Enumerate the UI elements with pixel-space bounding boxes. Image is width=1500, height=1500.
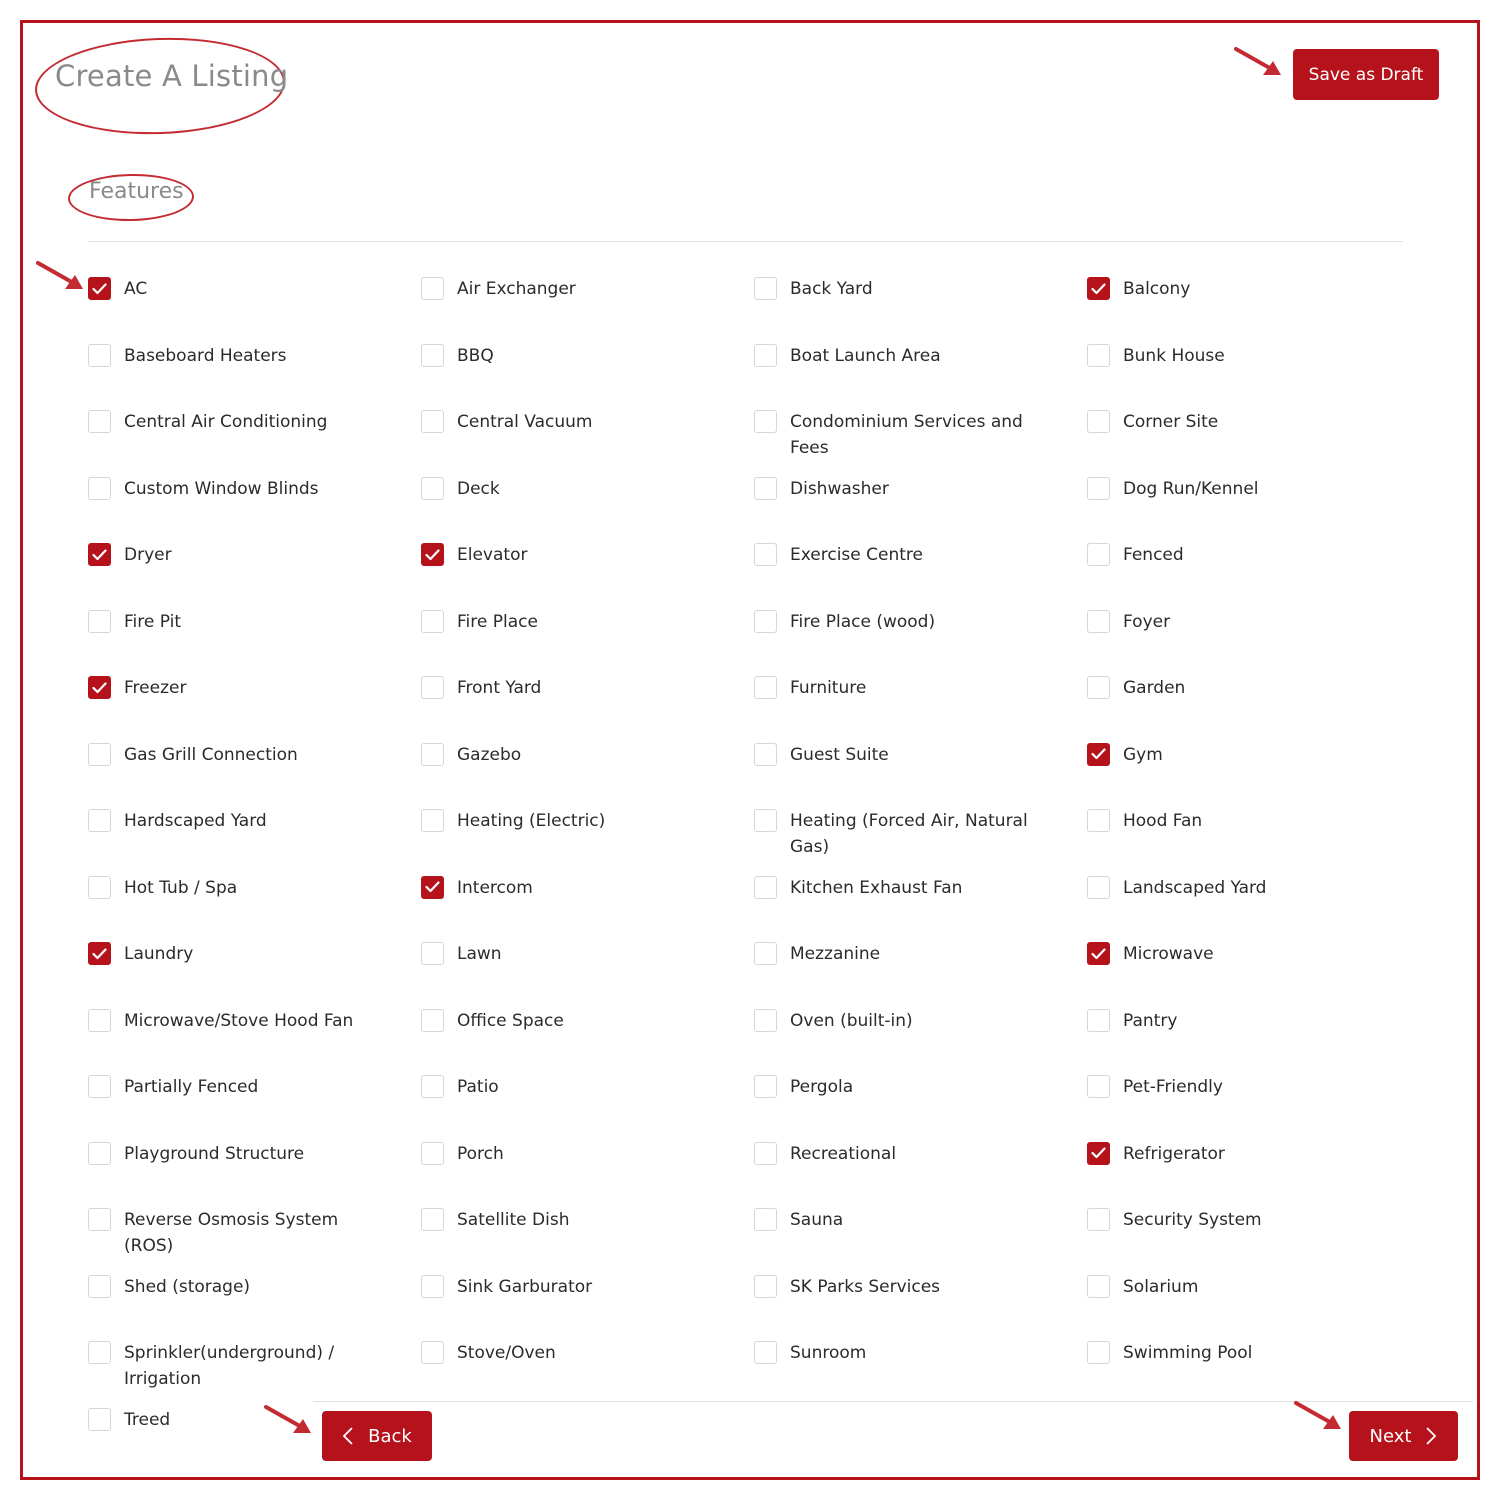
feature-label: Balcony [1123,279,1191,299]
feature-option-sk-parks-services[interactable] [754,1275,1087,1342]
checkbox-unchecked[interactable] [88,344,111,367]
feature-option-central-vacuum[interactable] [421,410,754,477]
checkbox-unchecked[interactable] [421,809,444,832]
feature-option-dishwasher[interactable] [754,477,1087,544]
checkbox-unchecked[interactable] [754,809,777,832]
feature-label: Air Exchanger [457,279,576,299]
checkmark-icon [1091,948,1106,960]
feature-label: Fire Place (wood) [790,611,936,632]
feature-label: Foyer [1123,611,1171,632]
feature-label: Pet-Friendly [1123,1077,1223,1097]
feature-option-landscaped-yard[interactable] [1087,876,1421,943]
checkbox-unchecked[interactable] [1087,1208,1110,1231]
checkbox-unchecked[interactable] [754,610,777,633]
checkbox-unchecked[interactable] [754,942,777,965]
feature-label: Elevator [457,545,528,565]
feature-option-partially-fenced[interactable] [88,1075,421,1142]
checkbox-annotation-arrow-icon [35,259,87,295]
feature-option-elevator[interactable] [421,543,754,610]
checkbox-unchecked[interactable] [88,809,111,832]
next-button-label: Next [1369,1425,1412,1447]
checkbox-unchecked[interactable] [88,610,111,633]
checkmark-icon [92,682,107,694]
feature-label: Dryer [124,545,172,565]
feature-label: Fire Place [457,611,538,632]
feature-label: Playground Structure [124,1143,305,1164]
feature-option-microwave-stove-hood-fan[interactable] [88,1009,421,1076]
checkbox-unchecked[interactable] [754,344,777,367]
back-button-label: Back [368,1425,412,1447]
feature-label: Sauna [790,1210,844,1230]
footer-divider [313,1401,1473,1402]
checkbox-checked[interactable] [88,277,111,300]
feature-option-intercom[interactable] [421,876,754,943]
feature-option-hot-tub-spa[interactable] [88,876,421,943]
checkbox-unchecked[interactable] [754,1009,777,1032]
chevron-right-icon [1425,1426,1437,1446]
feature-option-gazebo[interactable] [421,743,754,810]
feature-label: Sunroom [790,1343,867,1363]
checkmark-icon [425,881,440,893]
section-title-features: Features [89,179,184,204]
feature-option-oven-built-in[interactable] [754,1009,1087,1076]
checkbox-unchecked[interactable] [754,743,777,766]
feature-option-sunroom[interactable] [754,1341,1087,1408]
feature-option-gym[interactable] [1087,743,1421,810]
feature-label: Mezzanine [790,944,881,964]
feature-label: Central Air Conditioning [124,412,328,432]
feature-label: Custom Window Blinds [124,478,319,499]
feature-option-pantry[interactable] [1087,1009,1421,1076]
feature-option-bunk-house[interactable] [1087,344,1421,411]
checkbox-unchecked[interactable] [88,1075,111,1098]
feature-label: Reverse Osmosis System (ROS) [124,1210,339,1256]
section-divider [88,241,1403,242]
feature-label: Recreational [790,1143,897,1164]
feature-label: Patio [457,1077,499,1097]
feature-label: Heating (Forced Air, Natural Gas) [790,811,1028,857]
checkbox-unchecked[interactable] [754,410,777,433]
checkbox-checked[interactable] [421,543,444,566]
feature-label: Heating (Electric) [457,811,606,831]
checkbox-unchecked[interactable] [1087,1009,1110,1032]
checkbox-unchecked[interactable] [421,1009,444,1032]
feature-option-freezer[interactable] [88,676,421,743]
feature-option-stove-oven[interactable] [421,1341,754,1408]
checkbox-unchecked[interactable] [754,1142,777,1165]
feature-label: Hot Tub / Spa [124,877,238,898]
feature-label: Refrigerator [1123,1143,1225,1164]
feature-label: Sprinkler(underground) / Irrigation [124,1343,335,1389]
save-as-draft-button[interactable]: Save as Draft [1293,49,1439,100]
feature-label: Central Vacuum [457,412,593,432]
checkbox-unchecked[interactable] [1087,809,1110,832]
feature-option-boat-launch-area[interactable] [754,344,1087,411]
checkbox-checked[interactable] [421,876,444,899]
feature-option-fire-pit[interactable] [88,610,421,677]
feature-label: Kitchen Exhaust Fan [790,877,963,898]
feature-label: Office Space [457,1010,564,1031]
feature-option-office-space[interactable] [421,1009,754,1076]
feature-label: Furniture [790,678,867,698]
checkbox-unchecked[interactable] [1087,1275,1110,1298]
checkbox-checked[interactable] [1087,942,1110,965]
checkmark-icon [92,283,107,295]
checkmark-icon [1091,748,1106,760]
feature-option-dryer[interactable] [88,543,421,610]
checkbox-unchecked[interactable] [754,1341,777,1364]
feature-label: Exercise Centre [790,545,923,565]
checkbox-checked[interactable] [1087,277,1110,300]
feature-option-central-air-conditioning[interactable] [88,410,421,477]
feature-option-custom-window-blinds[interactable] [88,477,421,544]
features-checkbox-grid [88,277,1421,1474]
feature-label: Gym [1123,744,1163,765]
feature-option-foyer[interactable] [1087,610,1421,677]
feature-option-condominium-services-and-fees[interactable] [754,410,1087,477]
feature-option-exercise-centre[interactable] [754,543,1087,610]
feature-label: Sink Garburator [457,1276,593,1297]
checkbox-checked[interactable] [1087,1142,1110,1165]
feature-label: Stove/Oven [457,1343,556,1363]
checkbox-unchecked[interactable] [1087,344,1110,367]
feature-option-swimming-pool[interactable] [1087,1341,1421,1408]
feature-option-porch[interactable] [421,1142,754,1209]
feature-option-bbq[interactable] [421,344,754,411]
feature-option-solarium[interactable] [1087,1275,1421,1342]
feature-option-microwave[interactable] [1087,942,1421,1009]
feature-label: Guest Suite [790,744,889,765]
feature-option-shed-storage[interactable] [88,1275,421,1342]
feature-option-furniture[interactable] [754,676,1087,743]
feature-label: Boat Launch Area [790,345,941,366]
checkbox-unchecked[interactable] [421,477,444,500]
checkbox-unchecked[interactable] [754,676,777,699]
checkbox-unchecked[interactable] [88,410,111,433]
feature-option-playground-structure[interactable] [88,1142,421,1209]
feature-option-sprinkler-underground-irrigation[interactable] [88,1341,421,1408]
checkbox-checked[interactable] [1087,743,1110,766]
checkbox-unchecked[interactable] [754,1075,777,1098]
feature-label: Swimming Pool [1123,1343,1253,1363]
feature-option-corner-site[interactable] [1087,410,1421,477]
checkbox-unchecked[interactable] [754,477,777,500]
checkbox-checked[interactable] [88,543,111,566]
feature-label: Front Yard [457,678,542,698]
feature-option-security-system[interactable] [1087,1208,1421,1275]
feature-label: Gazebo [457,744,522,765]
checkbox-unchecked[interactable] [421,942,444,965]
checkbox-unchecked[interactable] [421,676,444,699]
feature-label: Partially Fenced [124,1077,259,1097]
feature-label: Pantry [1123,1010,1178,1031]
back-button[interactable] [322,1411,432,1461]
checkmark-icon [1091,283,1106,295]
checkbox-unchecked[interactable] [754,1275,777,1298]
feature-label: Back Yard [790,279,873,299]
feature-option-reverse-osmosis-system-ros[interactable] [88,1208,421,1275]
page-title: Create A Listing [55,59,289,93]
feature-option-dog-run-kennel[interactable] [1087,477,1421,544]
feature-label: Intercom [457,877,533,898]
feature-option-satellite-dish[interactable] [421,1208,754,1275]
checkbox-unchecked[interactable] [1087,610,1110,633]
checkbox-unchecked[interactable] [421,743,444,766]
feature-label: Pergola [790,1077,854,1097]
feature-option-hardscaped-yard[interactable] [88,809,421,876]
feature-option-back-yard[interactable] [754,277,1087,344]
feature-label: Bunk House [1123,345,1225,366]
checkbox-unchecked[interactable] [88,743,111,766]
feature-label: SK Parks Services [790,1276,941,1297]
checkbox-unchecked[interactable] [88,1142,111,1165]
feature-option-refrigerator[interactable] [1087,1142,1421,1209]
feature-option-front-yard[interactable] [421,676,754,743]
checkbox-unchecked[interactable] [88,477,111,500]
feature-option-air-exchanger[interactable] [421,277,754,344]
feature-option-heating-electric[interactable] [421,809,754,876]
feature-label: Dog Run/Kennel [1123,478,1259,499]
checkbox-unchecked[interactable] [754,876,777,899]
feature-option-hood-fan[interactable] [1087,809,1421,876]
checkmark-icon [92,948,107,960]
feature-label: Porch [457,1143,504,1164]
checkbox-unchecked[interactable] [421,610,444,633]
feature-label: Treed [124,1409,171,1430]
feature-option-guest-suite[interactable] [754,743,1087,810]
feature-option-kitchen-exhaust-fan[interactable] [754,876,1087,943]
checkbox-unchecked[interactable] [88,1208,111,1231]
checkbox-unchecked[interactable] [421,1075,444,1098]
listing-form-frame [20,20,1480,1480]
feature-option-sauna[interactable] [754,1208,1087,1275]
checkbox-unchecked[interactable] [1087,676,1110,699]
feature-label: Dishwasher [790,478,889,499]
feature-option-mezzanine[interactable] [754,942,1087,1009]
checkbox-unchecked[interactable] [1087,410,1110,433]
feature-label: Fire Pit [124,611,182,632]
checkmark-icon [92,549,107,561]
checkbox-unchecked[interactable] [88,1341,111,1364]
checkbox-unchecked[interactable] [88,1408,111,1431]
checkbox-unchecked[interactable] [1087,543,1110,566]
feature-label: Microwave/Stove Hood Fan [124,1010,354,1031]
checkbox-unchecked[interactable] [1087,1075,1110,1098]
save-draft-annotation-arrow-icon [1233,45,1285,81]
feature-option-balcony[interactable] [1087,277,1421,344]
checkbox-unchecked[interactable] [421,1208,444,1231]
feature-option-pergola[interactable] [754,1075,1087,1142]
feature-label: Satellite Dish [457,1210,570,1230]
chevron-left-icon [342,1426,354,1446]
feature-option-sink-garburator[interactable] [421,1275,754,1342]
checkbox-unchecked[interactable] [421,1142,444,1165]
feature-option-ac[interactable] [88,277,421,344]
checkbox-unchecked[interactable] [1087,1341,1110,1364]
checkbox-unchecked[interactable] [88,1009,111,1032]
checkbox-checked[interactable] [88,676,111,699]
feature-label: Freezer [124,678,187,698]
feature-option-lawn[interactable] [421,942,754,1009]
feature-label: Lawn [457,944,502,964]
feature-label: AC [124,279,148,299]
checkbox-unchecked[interactable] [1087,876,1110,899]
feature-label: Hardscaped Yard [124,811,267,831]
feature-label: Deck [457,478,500,499]
checkbox-unchecked[interactable] [421,1275,444,1298]
feature-option-fire-place-wood[interactable] [754,610,1087,677]
checkbox-checked[interactable] [88,942,111,965]
checkmark-icon [1091,1147,1106,1159]
feature-label: Shed (storage) [124,1276,251,1297]
checkmark-icon [425,549,440,561]
feature-label: Corner Site [1123,412,1219,432]
feature-label: Condominium Services and Fees [790,412,1023,458]
feature-option-fire-place[interactable] [421,610,754,677]
checkbox-unchecked[interactable] [421,344,444,367]
feature-option-recreational[interactable] [754,1142,1087,1209]
checkbox-unchecked[interactable] [754,1208,777,1231]
feature-label: BBQ [457,345,494,366]
checkbox-unchecked[interactable] [421,277,444,300]
feature-label: Solarium [1123,1276,1199,1297]
feature-label: Fenced [1123,545,1184,565]
feature-option-deck[interactable] [421,477,754,544]
feature-label: Gas Grill Connection [124,744,298,765]
feature-option-fenced[interactable] [1087,543,1421,610]
feature-label: Microwave [1123,944,1214,964]
feature-option-laundry[interactable] [88,942,421,1009]
checkbox-unchecked[interactable] [88,876,111,899]
feature-option-garden[interactable] [1087,676,1421,743]
feature-label: Security System [1123,1210,1262,1230]
feature-label: Laundry [124,944,194,964]
feature-option-gas-grill-connection[interactable] [88,743,421,810]
checkbox-unchecked[interactable] [88,1275,111,1298]
checkbox-unchecked[interactable] [1087,477,1110,500]
checkbox-unchecked[interactable] [754,277,777,300]
feature-option-baseboard-heaters[interactable] [88,344,421,411]
feature-label: Hood Fan [1123,811,1203,831]
checkbox-unchecked[interactable] [421,410,444,433]
next-button[interactable] [1349,1411,1458,1461]
feature-label: Landscaped Yard [1123,877,1267,898]
feature-option-pet-friendly[interactable] [1087,1075,1421,1142]
checkbox-unchecked[interactable] [754,543,777,566]
feature-label: Oven (built-in) [790,1010,913,1031]
feature-option-heating-forced-air-natural-gas[interactable] [754,809,1087,876]
checkbox-unchecked[interactable] [421,1341,444,1364]
feature-label: Baseboard Heaters [124,345,287,366]
feature-label: Garden [1123,678,1186,698]
feature-option-patio[interactable] [421,1075,754,1142]
